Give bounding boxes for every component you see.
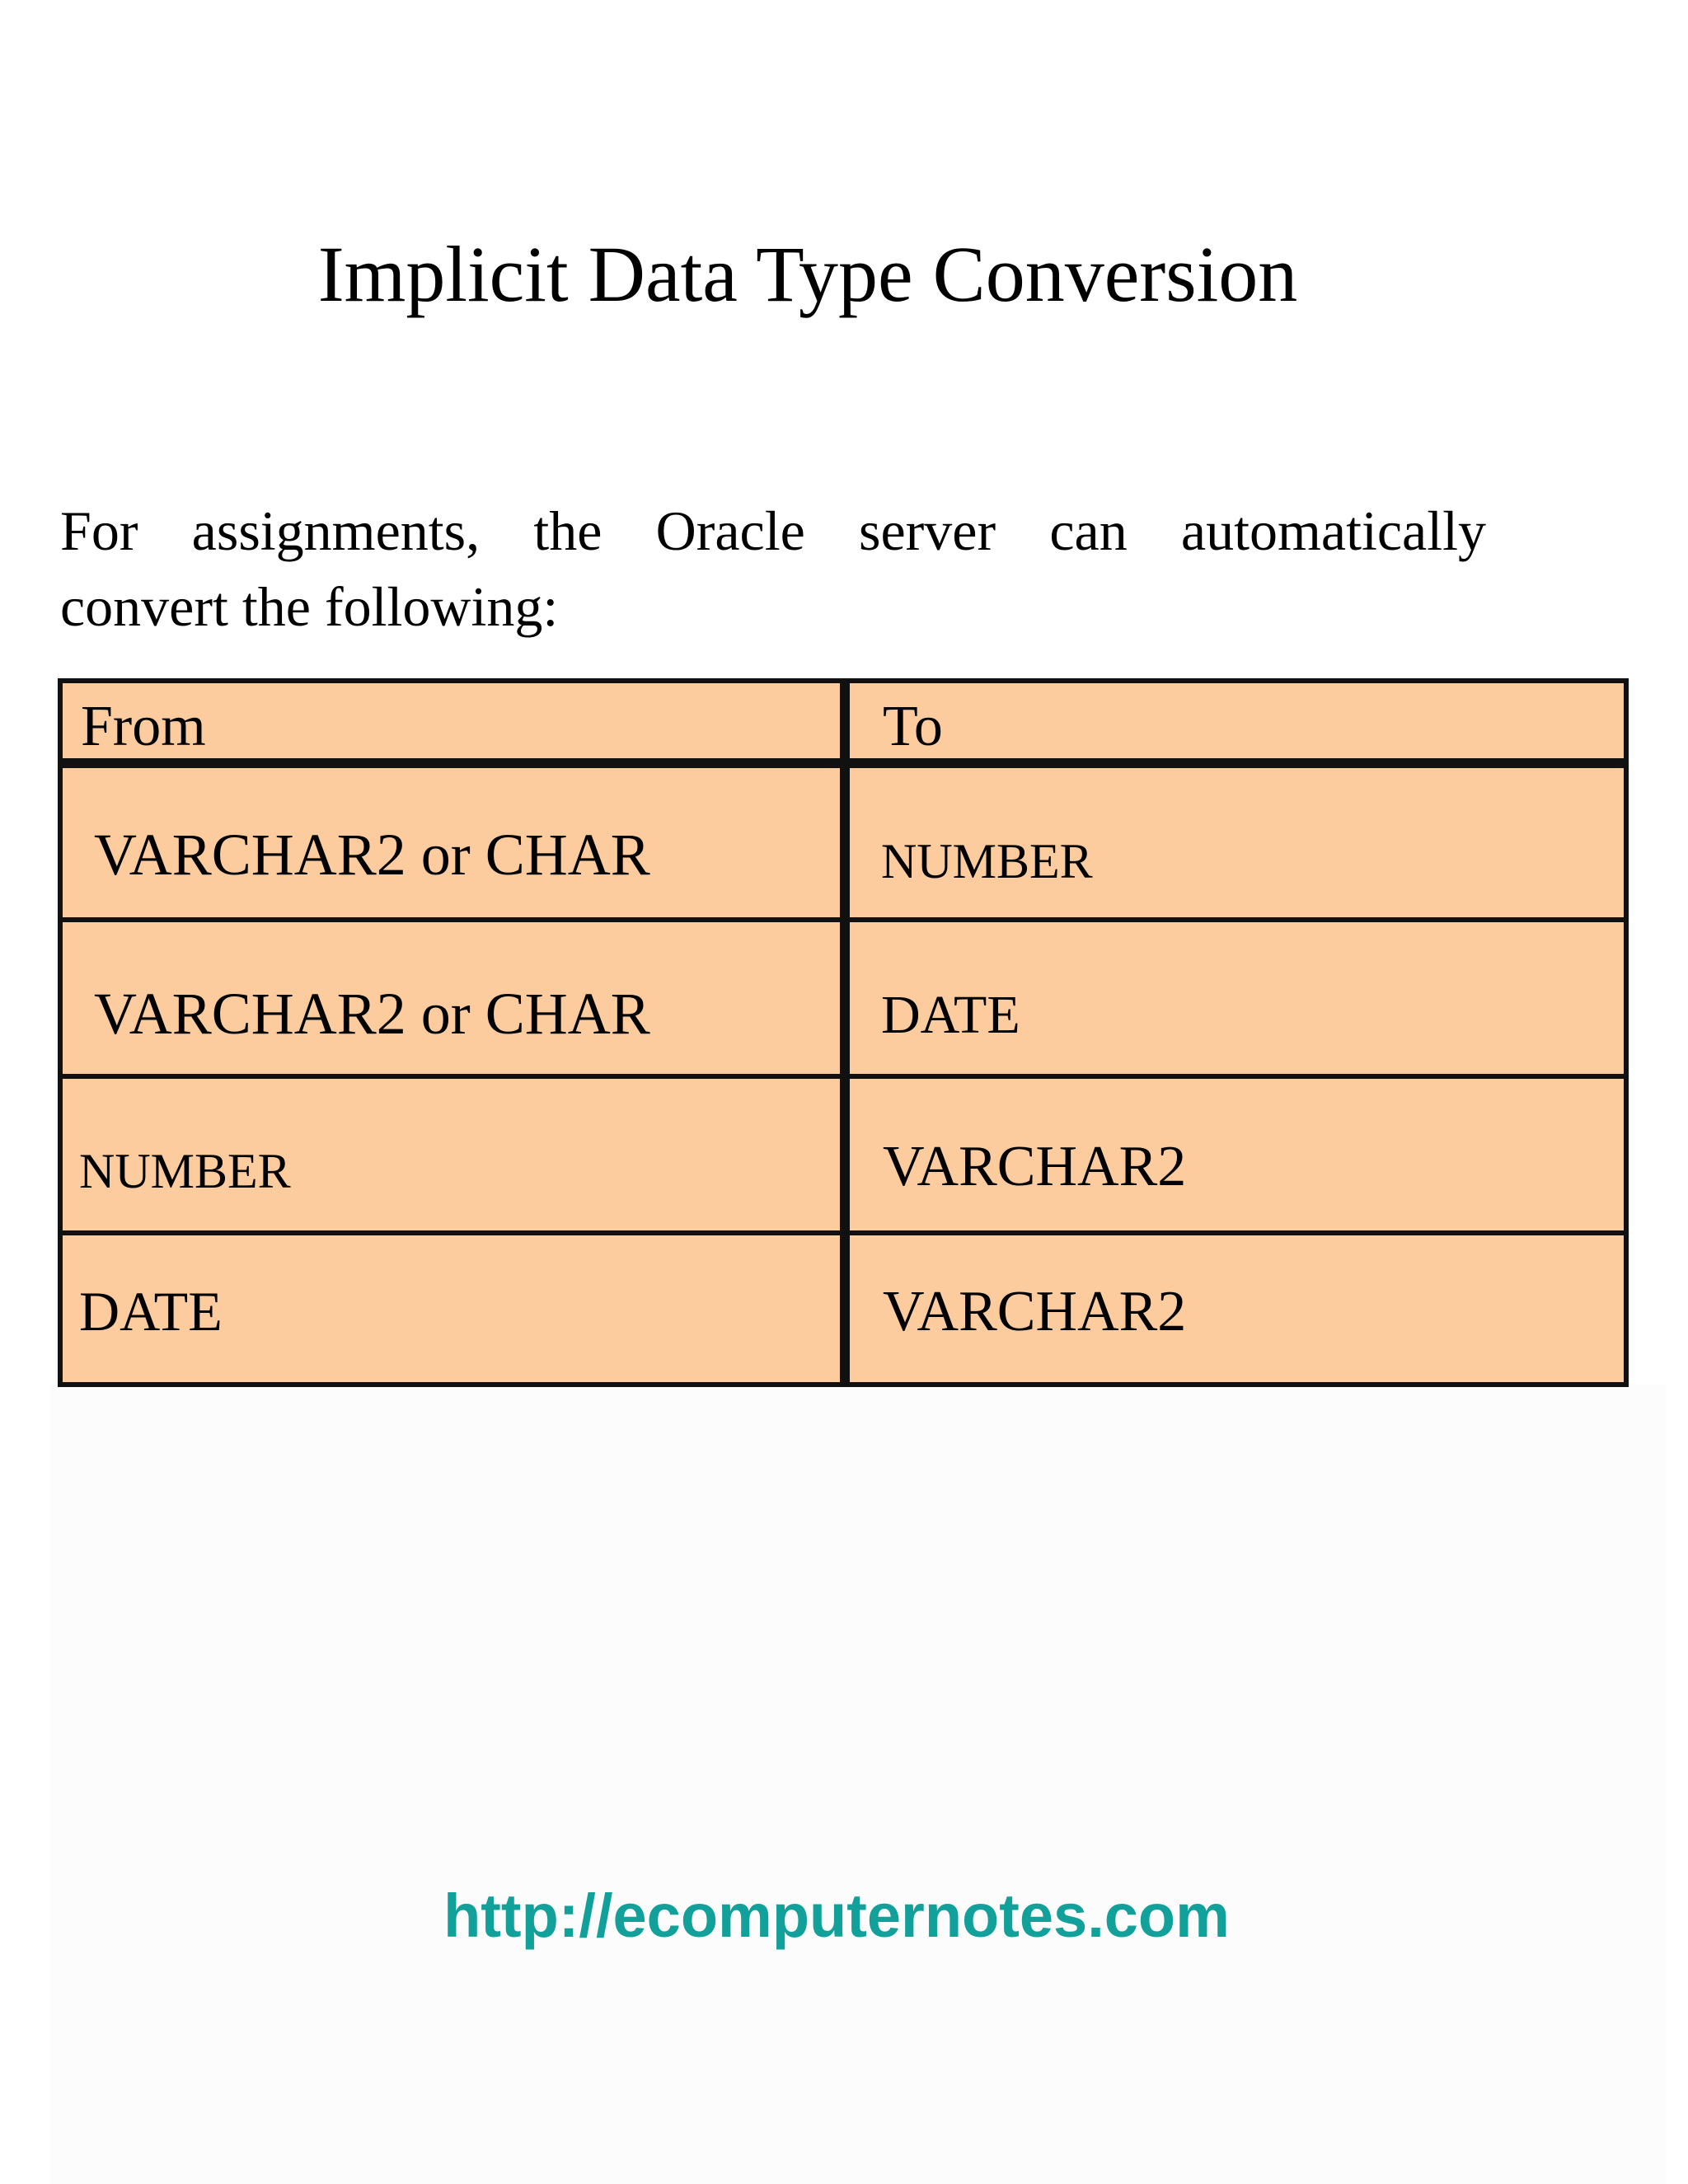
- header-from: From: [81, 695, 206, 758]
- intro-paragraph: [60, 493, 1486, 644]
- intro-line-2: convert the following:: [60, 575, 559, 638]
- website-link[interactable]: http://ecomputernotes.com: [443, 1882, 1230, 1950]
- row-divider: [63, 1230, 1624, 1235]
- row-3-to: VARCHAR2: [883, 1135, 1187, 1198]
- row-divider: [63, 1074, 1624, 1079]
- row-1-from: VARCHAR2 or CHAR: [94, 822, 650, 888]
- row-4-from: DATE: [79, 1280, 223, 1343]
- intro-line-1: For assignments, the Oracle server can automatically: [60, 499, 1486, 562]
- column-divider: [840, 683, 850, 1382]
- row-1-to: NUMBER: [881, 834, 1093, 888]
- header-to: To: [883, 695, 943, 758]
- row-2-from: VARCHAR2 or CHAR: [94, 981, 650, 1047]
- page-background: [51, 1385, 1667, 2184]
- conversion-table: [58, 678, 1629, 1387]
- page-title: Implicit Data Type Conversion: [317, 230, 1298, 318]
- header-divider: [63, 758, 1624, 768]
- row-divider: [63, 917, 1624, 922]
- row-2-to: DATE: [881, 985, 1020, 1045]
- row-3-from: NUMBER: [79, 1144, 291, 1198]
- row-4-to: VARCHAR2: [883, 1280, 1187, 1343]
